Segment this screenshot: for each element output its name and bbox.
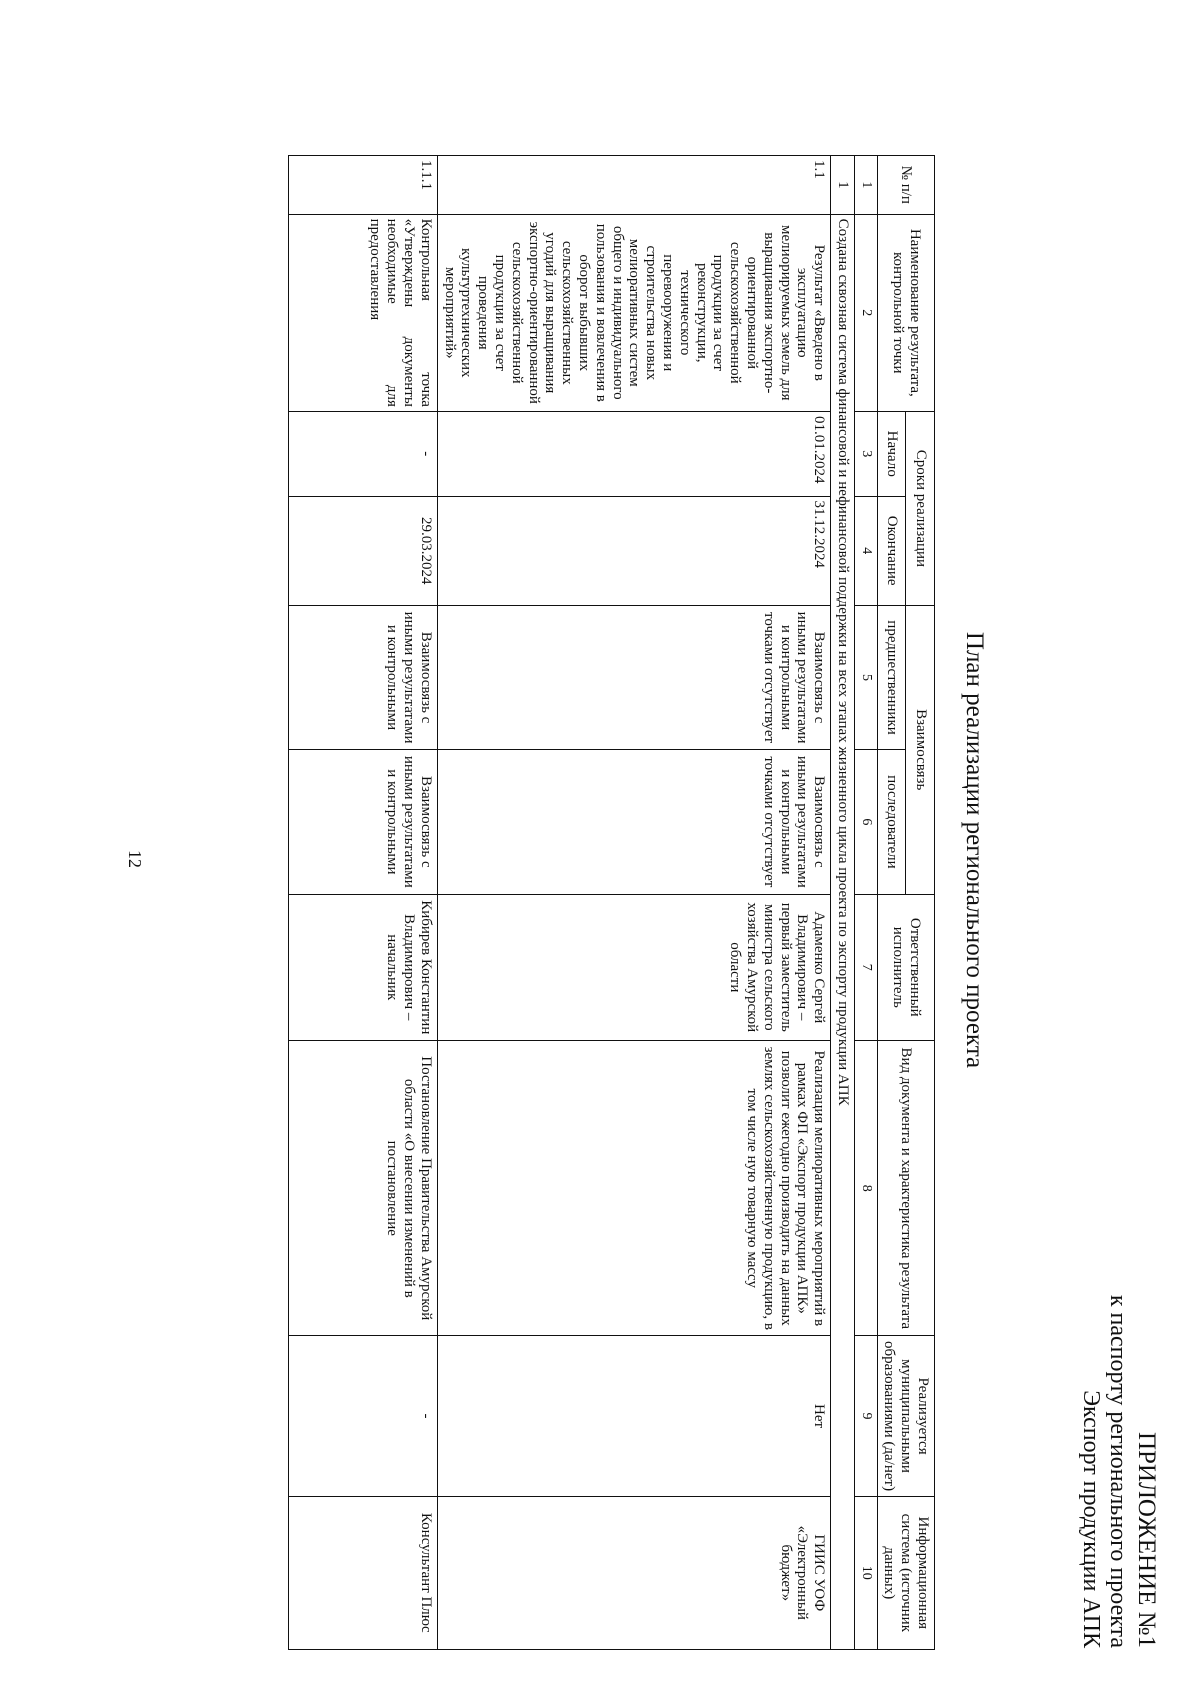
row-predecessors: Взаимосвязь с иными результатами и контрольными точками отсутствует [437,605,830,749]
row-successors: Взаимосвязь с иными результатами и контрольными точками отсутствует [437,750,830,894]
col-number: 10 [854,1496,877,1649]
col-number: 6 [854,750,877,894]
row-number [288,156,437,215]
header-row-1 [906,156,935,1650]
appendix-title: ПРИЛОЖЕНИЕ №1 [1133,1431,1160,1648]
col-number: 1 [854,156,877,215]
col-number: 4 [854,496,877,605]
row-responsible-text: Кибирев Константин Владимирович – начальник [384,900,434,1035]
row-start [288,411,437,496]
appendix-subtitle: к паспорту регионального проекта [1105,1294,1132,1648]
col-number: 3 [854,411,877,496]
header-start: Начало [877,411,906,496]
row-successors-text: Взаимосвязь с иными результатами и контрольными [384,755,434,888]
header-link: Взаимосвязь [906,605,935,894]
row-end-text: 29.03.2024 [417,516,434,585]
row-successors [288,750,437,894]
col-number: 8 [854,1041,877,1336]
row-number: 1.1 [437,156,830,215]
table-row [437,156,830,1650]
col-number: 9 [854,1336,877,1496]
section-row [831,156,855,1650]
col-number: 7 [854,894,877,1041]
row-info-system: ГИИС УОФ «Электронный бюджет» [437,1496,830,1649]
row-document-text: Постановление Правительства Амурской области «О внесении изменений в постановление [384,1056,434,1321]
rotated-landscape-content [60,30,1170,1670]
row-municipal-text: - [417,1413,434,1419]
row-document [288,1041,437,1336]
row-start: 01.01.2024 [437,411,830,496]
row-municipal [288,1336,437,1496]
row-responsible [288,894,437,1041]
row-end [288,496,437,605]
appendix-project-name: Экспорт продукции АПК [1077,1390,1104,1648]
header-predecessors: предшественники [877,605,906,749]
appendix-header [1076,1295,1160,1648]
page-number: 12 [125,850,145,868]
header-terms: Сроки реализации [906,411,935,605]
header-successors: последователи [877,750,906,894]
row-name: Результат «Введено в эксплуатацию мелиорируемых земель для выращивания экспортно-ориентированной сельскохозяйственной продукции за счет реконструкции, технического перевооружения и строительства новых мелиоративных систем общего и индивидуального пользования и вовлечения в оборот выбывших сельскохозяйственных угодий для выращивания экспортно-ориентированной сельскохозяйственной продукции за счет проведения культуртехнических мероприятий» [437,214,830,411]
plan-title: План реализации регионального проекта [961,631,988,1069]
col-number: 2 [854,214,877,411]
header-num: № п/п [877,156,934,215]
row-end: 31.12.2024 [437,496,830,605]
header-end: Окончание [877,496,906,605]
row-predecessors [288,605,437,749]
col-number: 5 [854,605,877,749]
row-responsible: Адаменко Сергей Владимирович – первый заместитель министра сельского хозяйства Амурской области [437,894,830,1041]
row-name [288,214,437,411]
column-number-row [854,156,877,1650]
table-row [288,156,437,1650]
row-info-system [288,1496,437,1649]
row-start-text: - [417,451,434,457]
row-info-system-text: Консультант Плюс [417,1512,434,1633]
header-municipal: Реализуется муниципальными образованиями (да/нет) [877,1336,934,1496]
header-name: Наименование результата, контрольной точки [877,214,934,411]
plan-table [288,155,935,1650]
header-responsible: Ответственный исполнитель [877,894,934,1041]
row-name-text: Контрольная точка «Утверждены документы необходимые для предоставления [367,218,434,407]
header-info-system: Информационная система (источник данных) [877,1496,934,1649]
header-document: Вид документа и характеристика результата [877,1041,934,1336]
section-number: 1 [831,156,855,215]
row-predecessors-text: Взаимосвязь с иными результатами и контрольными [384,611,434,744]
section-title: Создана сквозная система финансовой и нефинансовой поддержки на всех этапах жизненного цикла проекта по экспорту продукции АПК [831,214,855,1649]
row-number-text: 1.1.1 [417,160,434,190]
row-municipal: Нет [437,1336,830,1496]
row-document: Реализация мелиоративных мероприятий в рамках ФП «Экспорт продукции АПК» позволит ежегодно производить на данных землях сельскохозяйственную продукцию, в том числе ную товарную массу [437,1041,830,1336]
